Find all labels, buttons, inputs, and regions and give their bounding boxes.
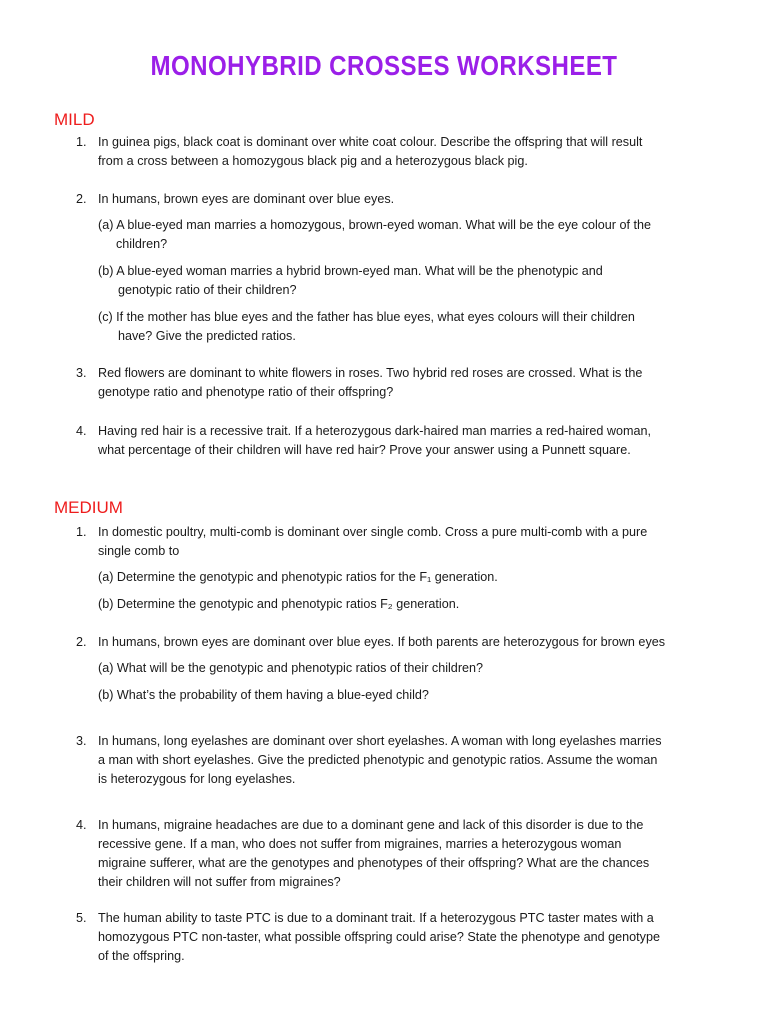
subquestion-line: (b) A blue-eyed woman marries a hybrid brown-eyed man. What will be the phenotypic and (98, 264, 603, 278)
subquestion-medium-1b: (b) Determine the genotypic and phenotypic ratios F₂ generation. (98, 597, 460, 611)
question-line: single comb to (98, 544, 180, 558)
question-line: genotype ratio and phenotype ratio of their offspring? (98, 385, 394, 399)
question-line: their children will not suffer from migraines? (98, 875, 341, 889)
question-text (98, 732, 662, 789)
question-text (98, 422, 651, 460)
question-number: 1. (76, 135, 87, 149)
question-line: of the offspring. (98, 949, 185, 963)
question-text (98, 523, 647, 561)
question-line: recessive gene. If a man, who does not suffer from migraines, marries a heterozygous woman (98, 837, 622, 851)
question-text: In humans, brown eyes are dominant over blue eyes. (98, 192, 395, 206)
question-number: 4. (76, 424, 87, 438)
subquestion-line: children? (116, 237, 168, 251)
question-line: In guinea pigs, black coat is dominant over white coat colour. Describe the offspring that will result (98, 135, 643, 149)
question-line: migraine sufferer, what are the genotypes and phenotypes of their offspring? What are the chances (98, 856, 650, 870)
question-line: The human ability to taste PTC is due to a dominant trait. If a heterozygous PTC taster mates with a (98, 911, 654, 925)
subquestion-line: genotypic ratio of their children? (118, 283, 297, 297)
question-number: 5. (76, 911, 87, 925)
subquestion-mild-2b (98, 262, 738, 300)
subquestion-line: have? Give the predicted ratios. (118, 329, 296, 343)
section-heading-medium: MEDIUM (54, 498, 123, 517)
question-line: In humans, migraine headaches are due to a dominant gene and lack of this disorder is due to the (98, 818, 644, 832)
question-number: 4. (76, 818, 87, 832)
page-title: MONOHYBRID CROSSES WORKSHEET (150, 50, 618, 81)
question-line: a man with short eyelashes. Give the predicted phenotypic and genotypic ratios. Assume the woman (98, 753, 658, 767)
question-number: 1. (76, 525, 87, 539)
subquestion-line: (a) A blue-eyed man marries a homozygous, brown-eyed woman. What will be the eye colour of the (98, 218, 651, 232)
question-number: 2. (76, 192, 87, 206)
question-line: In humans, long eyelashes are dominant over short eyelashes. A woman with long eyelashes marries (98, 734, 662, 748)
question-text (98, 133, 642, 171)
question-number: 2. (76, 635, 87, 649)
subquestion-medium-2a: (a) What will be the genotypic and phenotypic ratios of their children? (98, 661, 484, 675)
question-line: Red flowers are dominant to white flowers in roses. Two hybrid red roses are crossed. What is the (98, 366, 643, 380)
question-line: from a cross between a homozygous black pig and a heterozygous black pig. (98, 154, 528, 168)
subquestion-mild-2a (98, 216, 738, 254)
subquestion-medium-2b: (b) What’s the probability of them having a blue-eyed child? (98, 688, 429, 702)
question-line: In domestic poultry, multi-comb is dominant over single comb. Cross a pure multi-comb with a pure (98, 525, 648, 539)
question-text (98, 909, 660, 966)
question-line: Having red hair is a recessive trait. If a heterozygous dark-haired man marries a red-haired woman, (98, 424, 651, 438)
question-text: In humans, brown eyes are dominant over blue eyes. If both parents are heterozygous for brown eyes (98, 635, 666, 649)
question-number: 3. (76, 734, 87, 748)
question-text (98, 364, 642, 402)
question-line: what percentage of their children will have red hair? Prove your answer using a Punnett square. (98, 443, 631, 457)
subquestion-mild-2c (98, 308, 738, 346)
subquestion-line: (c) If the mother has blue eyes and the father has blue eyes, what eyes colours will their children (98, 310, 635, 324)
question-line: is heterozygous for long eyelashes. (98, 772, 296, 786)
question-line: homozygous PTC non-taster, what possible offspring could arise? State the phenotype and genotype (98, 930, 660, 944)
subquestion-medium-1a: (a) Determine the genotypic and phenotypic ratios for the F₁ generation. (98, 570, 498, 584)
question-text (98, 816, 649, 892)
section-heading-mild: MILD (54, 110, 95, 129)
question-number: 3. (76, 366, 87, 380)
